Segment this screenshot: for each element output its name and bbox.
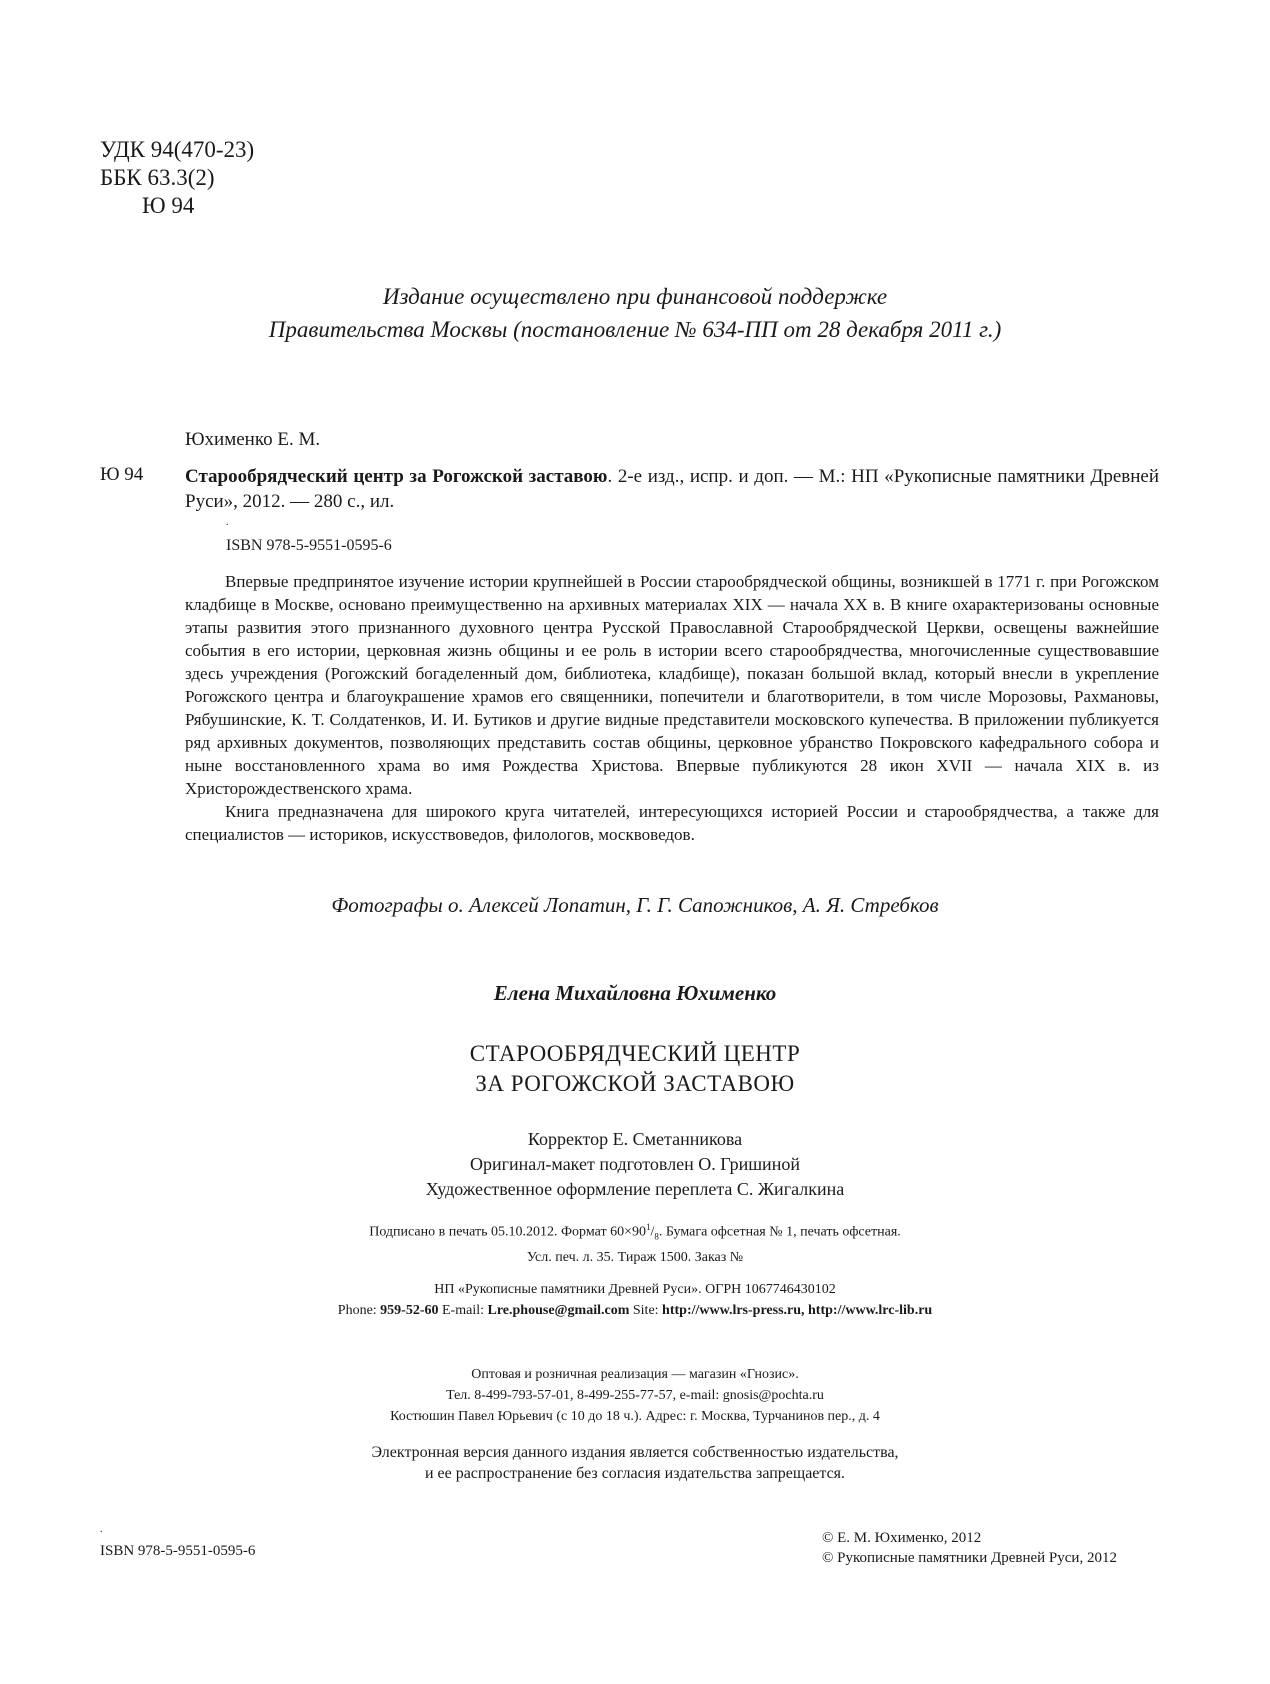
imprint-title-line-1: СТАРООБРЯДЧЕСКИЙ ЦЕНТР [469, 1041, 801, 1066]
cover-design-credit: Художественное оформление переплета С. Жигалкина [425, 1179, 845, 1199]
bbk-code: ББК 63.3(2) [100, 165, 215, 190]
funding-line-1: Издание осуществлено при финансовой поддержке [382, 284, 888, 309]
retail-line-3: Костюшин Павел Юрьевич (с 10 до 18 ч.). Адрес: г. Москва, Турчанинов пер., д. 4 [390, 1409, 880, 1424]
copyright-author: © Е. М. Юхименко, 2012 [822, 1530, 982, 1546]
author-mark: Ю 94 [142, 193, 195, 218]
electronic-notice-line-2: и ее распространение без согласия издательства запрещается. [424, 1465, 846, 1482]
annotation-paragraph-1: Впервые предпринятое изучение истории крупнейшей в России старообрядческой общины, возникшей в 1771 г. при Рогожском кладбище в Москве, основано преимущественно на архивных материалах XIX — начала XX в. В книге охарактеризованы основные этапы развития этого признанного духовного центра Русской Православной Старообрядческой Церкви, освещены важнейшие события в его истории, церковная жизнь общины и ее роль в истории всего старообрядчества, многочисленные существовавшие здесь учреждения (Рогожский богаделенный дом, библиотека, кладбище), показан большой вклад, который внесли в укрепление Рогожского центра и благоукрашение храмов его священники, попечители и благотворители, в том числе Морозовы, Рахмановы, Рябушинские, К. Т. Солдатенков, И. И. Бутиков и другие видные представители московского купечества. В приложении публикуется ряд архивных документов, позволяющих представить состав общины, церковное убранство Покровского кафедрального собора и ныне восстановленного храма во имя Рождества Христова. Впервые публикуются 28 икон XVII — начала XIX в. из Христорождественского храма. [185, 572, 1159, 798]
mark-dot-bottom: . [100, 1524, 103, 1535]
publisher-line: НП «Рукописные памятники Древней Руси». ОГРН 1067746430102 [434, 1282, 836, 1297]
phone-label: Phone: [337, 1303, 377, 1318]
isbn-bottom: ISBN 978-5-9551-0595-6 [100, 1543, 256, 1559]
edition-info: . 2-е изд., испр. и доп. — М.: НП «Рукописные памятники Древней Руси», 2012. — 280 с., ил. [185, 466, 1159, 512]
annotation [185, 570, 1159, 846]
copyright-block [822, 1528, 1117, 1568]
phone-number: 959-52-60 [380, 1303, 439, 1318]
proofreader: Корректор Е. Сметанникова [527, 1129, 743, 1149]
imprint-title [0, 1039, 1270, 1099]
isbn-top: ISBN 978-5-9551-0595-6 [226, 537, 392, 554]
retail-info [0, 1364, 1270, 1427]
print-signed-line: Подписано в печать 05.10.2012. Формат $60\times 90^1/_8$. Бумага офсетная № 1, печать офсетная. [369, 1222, 901, 1242]
electronic-notice-line-1: Электронная версия данного издания является собственностью издательства, [371, 1444, 899, 1461]
bibliographic-description [185, 464, 1159, 514]
copyright-publisher: © Рукописные памятники Древней Руси, 2012 [822, 1550, 1117, 1566]
format-numerator: 1 [645, 1222, 651, 1232]
mark-dot: . [226, 517, 229, 528]
book-title: Старообрядческий центр за Рогожской заставою [185, 466, 608, 487]
print-info [0, 1217, 1270, 1268]
publisher-contacts [0, 1300, 1270, 1321]
site-label: Site: [632, 1303, 659, 1318]
staff-credits [0, 1127, 1270, 1202]
electronic-notice [0, 1442, 1270, 1484]
funding-note [0, 280, 1270, 346]
print-signed-prefix: Подписано в печать 05.10.2012. Формат 60×90 [369, 1224, 646, 1240]
site-links[interactable]: http://www.lrs-press.ru, http://www.lrc-lib.ru [662, 1303, 933, 1318]
funding-line-2: Правительства Москвы (постановление № 634-ПП от 28 декабря 2011 г.) [268, 317, 1002, 342]
format-denominator: 8 [654, 1231, 659, 1242]
retail-line-2: Тел. 8-499-793-57-01, 8-499-255-77-57, e-mail: gnosis@pochta.ru [446, 1388, 824, 1403]
annotation-paragraph-2: Книга предназначена для широкого круга читателей, интересующихся историей России и старообрядчества, а также для специалистов — историков, искусствоведов, филологов, москвоведов. [185, 802, 1159, 844]
classification-block [100, 136, 254, 220]
retail-line-1: Оптовая и розничная реализация — магазин «Гнозис». [471, 1367, 799, 1382]
email-link[interactable]: Lre.phouse@gmail.com [487, 1303, 630, 1318]
bibliographic-author: Юхименко Е. М. [185, 429, 321, 450]
print-run-line: Усл. печ. л. 35. Тираж 1500. Заказ № [526, 1250, 744, 1266]
publisher-info [0, 1279, 1270, 1321]
author-full-name: Елена Михайловна Юхименко [493, 981, 777, 1005]
imprint-title-line-2: ЗА РОГОЖСКОЙ ЗАСТАВОЮ [475, 1071, 795, 1096]
udk-code: УДК 94(470-23) [100, 137, 255, 162]
email-label: E-mail: [442, 1303, 484, 1318]
photographers-credit: Фотографы о. Алексей Лопатин, Г. Г. Сапожников, А. Я. Стребков [331, 893, 939, 917]
print-signed-suffix: . Бумага офсетная № 1, печать офсетная. [658, 1224, 901, 1240]
bibliographic-code: Ю 94 [100, 464, 144, 485]
layout-credit: Оригинал-макет подготовлен О. Гришиной [470, 1154, 800, 1174]
